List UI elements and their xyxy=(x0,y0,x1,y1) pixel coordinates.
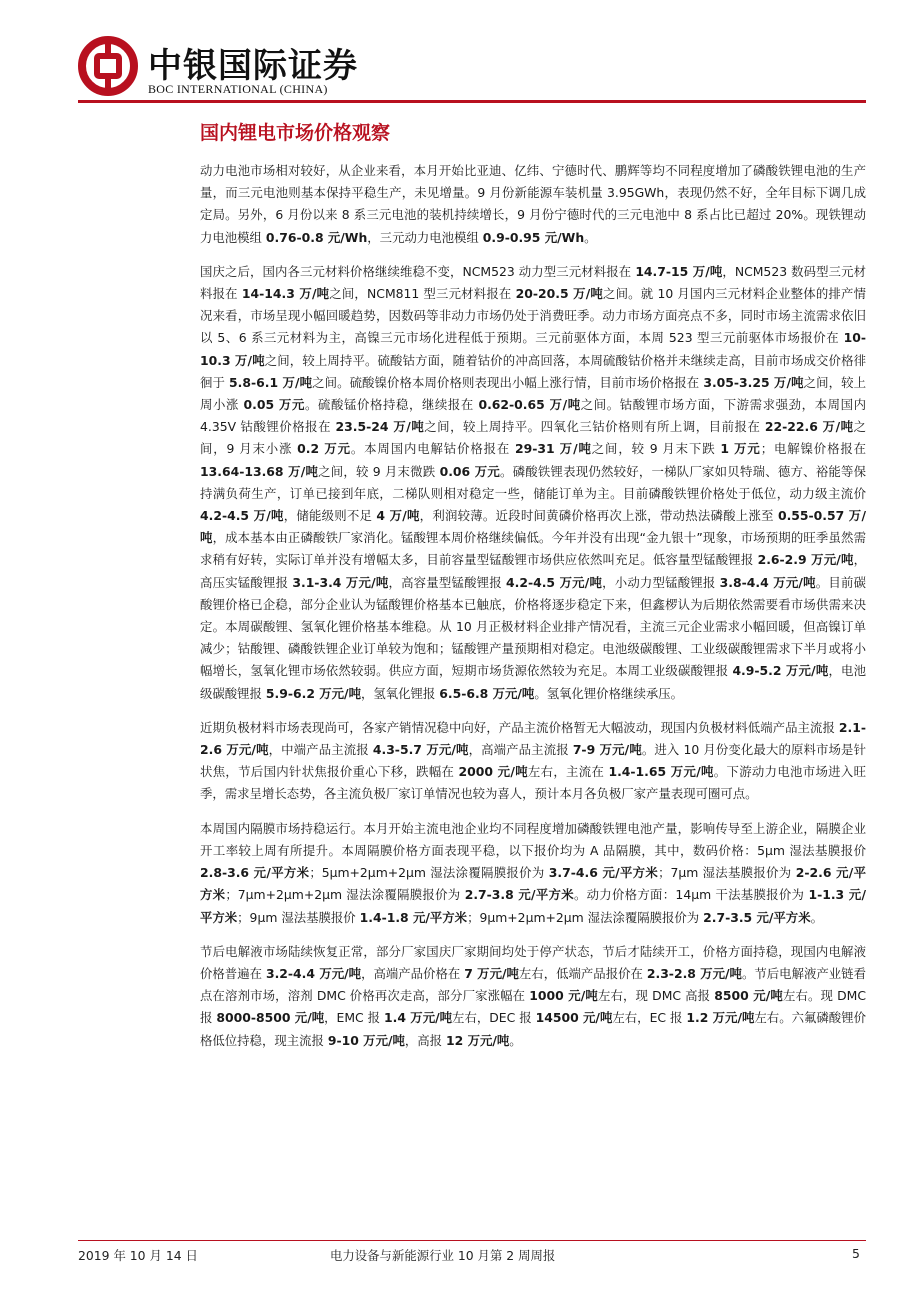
paragraph-text: 左右。现 DMC 报 xyxy=(200,988,867,1026)
price-figure: 2000 元/吨 xyxy=(458,764,528,780)
price-figure: 7 万元/吨 xyxy=(464,965,519,981)
footer-date: 2019 年 10 月 14 日 xyxy=(78,1248,198,1263)
price-figure: 0.05 万元 xyxy=(243,397,306,413)
paragraph-text: ；7μm+2μm+2μm 湿法涂覆隔膜报价为 xyxy=(225,887,465,903)
price-figure: 0.76-0.8 元/Wh xyxy=(265,229,368,245)
paragraph-text: ，电池级碳酸锂报 xyxy=(200,663,866,701)
price-figure: 4 万/吨 xyxy=(376,508,420,524)
price-figure: 1-1.3 元/平方米 xyxy=(200,887,866,925)
price-figure: 8500 元/吨 xyxy=(714,988,783,1004)
price-figure: 22-22.6 万/吨 xyxy=(764,419,854,435)
paragraph-text: 之间，较上周小涨 xyxy=(200,374,866,413)
price-figure: 2.7-3.8 元/平方米 xyxy=(464,887,574,903)
price-figure: 2.1-2.6 万元/吨 xyxy=(200,719,866,758)
price-figure: 0.2 万元 xyxy=(297,441,351,457)
paragraph-text: ，EMC 报 xyxy=(324,1010,385,1026)
price-figure: 14-14.3 万/吨 xyxy=(241,286,330,302)
paragraph-text: ；9μm 湿法基膜报价 xyxy=(237,909,360,925)
price-figure: 20-20.5 万/吨 xyxy=(515,286,604,302)
price-figure: 2.6-2.9 万元/吨 xyxy=(757,552,854,568)
price-figure: 1 万元 xyxy=(720,441,761,457)
paragraph-text: 左右，现 DMC 高报 xyxy=(597,988,715,1004)
price-figure: 14.7-15 万/吨 xyxy=(635,263,723,279)
footer-divider xyxy=(78,1240,866,1241)
price-figure: 9-10 万元/吨 xyxy=(327,1032,405,1048)
paragraph-text: 本周国内隔膜市场持稳运行。本月开始主流电池企业均不同程度增加磷酸铁锂电池产量，影响传导至上游企业，隔膜企业开工率较上周有所提升。本周隔膜价格方面表现平稳，以下报价均为 A 品隔膜，其中，数码价格：5μm 湿法基膜报价 xyxy=(200,820,866,858)
price-figure: 4.9-5.2 万元/吨 xyxy=(732,663,829,679)
price-figure: 0.06 万元 xyxy=(439,463,500,479)
paragraph-text: 动力电池市场相对较好，从企业来看，本月开始比亚迪、亿纬、宁德时代、鹏辉等均不同程度增加了磷酸铁锂电池的生产量，而三元电池则基本保持平稳生产，未见增量。9 月份新能源车装机量 3.95GWh，表现仍然不好，全年目标下调几成定局。另外，6 月份以来 8 系三元电池的装机持续增长，9 月份宁德时代的三元电池中 8 系占比已超过 20%。现铁锂动力电池模组 xyxy=(200,163,866,245)
paragraph-text: 之间，较 9 月末微跌 xyxy=(318,463,440,479)
paragraph-text: ，高端产品价格在 xyxy=(361,965,465,981)
price-figure: 3.7-4.6 元/平方米 xyxy=(548,865,659,881)
price-figure: 29-31 万/吨 xyxy=(514,441,592,457)
price-figure: 4.2-4.5 万/吨 xyxy=(200,508,284,524)
paragraph-text: 。本周国内电解钴价格报在 xyxy=(350,441,515,457)
price-figure: 1.4-1.8 元/平方米 xyxy=(359,909,468,925)
report-header xyxy=(78,34,866,102)
paragraph-text: ，高压实锰酸锂报 xyxy=(200,552,866,590)
paragraph-text: 。进入 10 月份变化最大的原料市场是针状焦，节后国内针状焦报价重心下移，跌幅在 xyxy=(200,742,866,780)
paragraph-text: ，NCM523 数码型三元材料报在 xyxy=(200,263,867,302)
paragraph-text: 左右，主流在 xyxy=(527,764,609,780)
section-title: 国内锂电市场价格观察 xyxy=(200,122,391,144)
price-figure: 2-2.6 元/平方米 xyxy=(200,865,866,903)
price-figure: 4.2-4.5 万元/吨 xyxy=(506,574,603,590)
paragraph-text: 节后电解液市场陆续恢复正常，部分厂家国庆厂家期间均处于停产状态，节后才陆续开工，价格方面持稳，现国内电解液价格普遍在 xyxy=(200,943,866,981)
price-figure: 1000 元/吨 xyxy=(529,988,598,1004)
page-number: 5 xyxy=(852,1246,860,1261)
paragraph-text: 之间。钴酸锂市场方面，下游需求强劲，本周国内 4.35V 钴酸锂价格报在 xyxy=(200,397,867,435)
paragraph-text: ；电解镍价格报在 xyxy=(760,441,867,457)
paragraph-text: 。硫酸锰价格持稳，继续报在 xyxy=(305,397,479,413)
price-figure: 23.5-24 万/吨 xyxy=(335,419,425,435)
price-figure: 4.3-5.7 万元/吨 xyxy=(372,742,469,758)
paragraph-text: ，高端产品主流报 xyxy=(468,742,573,758)
paragraph-text: 。磷酸铁锂表现仍然较好，一梯队厂家如贝特瑞、德方、裕能等保持满负荷生产，订单已接到年底，二梯队则相对稳定一些，储能订单为主。目前磷酸铁锂价格处于低位，动力级主流价 xyxy=(200,463,867,501)
paragraph-text: 。氢氧化锂价格继续承压。 xyxy=(534,685,684,701)
paragraph-text: 国庆之后，国内各三元材料价格继续维稳不变，NCM523 动力型三元材料报在 xyxy=(200,263,636,279)
price-figure: 2.8-3.6 元/平方米 xyxy=(200,865,310,881)
paragraph-text: ，利润较薄。近段时间黄磷价格再次上涨，带动热法磷酸上涨至 xyxy=(419,508,778,524)
paragraph-text: 之间。就 10 月国内三元材料企业整体的排产情况来看，市场呈现小幅回暖趋势，因数码等非动力市场仍处于消费旺季。动力市场方面亮点不多，同时市场主流需求依旧以 5、6 系三元材料为主，高镍三元市场化进程低于预期。三元前驱体方面，本周 523 型三元前驱体市场报价在 xyxy=(200,286,866,346)
price-figure: 12 万元/吨 xyxy=(446,1032,510,1048)
price-figure: 6.5-6.8 万元/吨 xyxy=(439,685,535,701)
footer-report-name: 电力设备与新能源行业 10 月第 2 周周报 xyxy=(330,1248,556,1263)
paragraph-text: 。目前碳酸锂价格已企稳，部分企业认为锰酸锂价格基本已触底，价格将逐步稳定下来，但鑫椤认为后期依然需要看市场供需来决定。本周碳酸锂、氢氧化锂价格基本维稳。从 10 月正极材料企业排产情况看，主流三元企业需求小幅回暖，但高镍订单减少；钴酸锂、磷酸铁锂企业订单较为饱和；锰酸锂产量预期相对稳定。电池级碳酸锂、工业级碳酸锂需求下半月或将小幅增长，氢氧化锂市场依然较弱。供应方面，短期市场货源依然较为充足。本周工业级碳酸锂报 xyxy=(200,574,866,679)
paragraph-text: ，三元动力电池模组 xyxy=(367,229,483,245)
paragraph-text: ，成本基本由正磷酸铁厂家消化。锰酸锂本周价格继续偏低。今年并没有出现“金九银十”现象，市场预期的旺季虽然需求稍有好转，实际订单并没有增幅太多，目前容量型锰酸锂市场供应依然叫充足。低容量型锰酸锂报 xyxy=(200,530,866,568)
paragraph-text: 。节后电解液产业链看点在溶剂市场，溶剂 DMC 价格再次走高，部分厂家涨幅在 xyxy=(200,965,866,1004)
price-figure: 0.55-0.57 万/吨 xyxy=(200,508,866,546)
paragraph-text: 近期负极材料市场表现尚可，各家产销情况稳中向好，产品主流价格暂无大幅波动，现国内负极材料低端产品主流报 xyxy=(200,719,839,735)
price-figure: 7-9 万元/吨 xyxy=(572,742,642,758)
price-figure: 13.64-13.68 万/吨 xyxy=(200,463,319,479)
paragraph-text: 。动力价格方面：14μm 干法基膜报价为 xyxy=(573,887,809,903)
price-figure: 1.2 万元/吨 xyxy=(686,1010,755,1026)
paragraph-text: 之间。硫酸镍价格本周价格则表现出小幅上涨行情，目前市场价格报在 xyxy=(312,374,704,390)
paragraph xyxy=(200,717,866,806)
paragraph-text: 左右。六氟磷酸锂价格低位持稳，现主流报 xyxy=(200,1010,866,1048)
boc-logo-icon xyxy=(78,36,138,96)
price-figure: 5.8-6.1 万/吨 xyxy=(229,374,313,390)
price-figure: 10-10.3 万/吨 xyxy=(200,330,866,368)
paragraph-text: 之间，NCM811 型三元材料报在 xyxy=(329,286,516,302)
paragraph-text: 之间，9 月末小涨 xyxy=(200,419,866,457)
paragraph-text: 。 xyxy=(509,1032,522,1048)
paragraph-text: 左右，DEC 报 xyxy=(452,1010,536,1026)
price-figure: 0.9-0.95 元/Wh xyxy=(482,229,585,245)
paragraph-text: ，储能级则不足 xyxy=(283,508,377,524)
paragraph-text: ，氢氧化锂报 xyxy=(360,685,440,701)
paragraph xyxy=(200,261,866,705)
price-figure: 1.4 万元/吨 xyxy=(384,1010,453,1026)
paragraph xyxy=(200,160,866,249)
paragraph-text: 之间，较上周持平。四氧化三钴价格则有所上调，目前报在 xyxy=(424,419,765,435)
paragraph-text: ，高报 xyxy=(404,1032,447,1048)
price-figure: 2.7-3.5 元/平方米 xyxy=(703,909,811,925)
header-divider xyxy=(78,100,866,103)
price-figure: 3.05-3.25 万/吨 xyxy=(703,374,804,390)
paragraph-text: ；5μm+2μm+2μm 湿法涂覆隔膜报价为 xyxy=(309,865,549,881)
brand-name-en: BOC INTERNATIONAL (CHINA) xyxy=(148,82,328,96)
price-figure: 8000-8500 元/吨 xyxy=(216,1010,325,1026)
price-figure: 5.9-6.2 万元/吨 xyxy=(265,685,361,701)
paragraph-text: 左右，EC 报 xyxy=(612,1010,687,1026)
paragraph-text: 。 xyxy=(584,229,597,245)
brand-name-cn: 中银国际证券 xyxy=(148,46,358,86)
price-figure: 14500 元/吨 xyxy=(535,1010,613,1026)
paragraph-text: ，中端产品主流报 xyxy=(268,742,373,758)
paragraph-text: 。 xyxy=(810,909,823,925)
paragraph xyxy=(200,941,866,1052)
paragraph xyxy=(200,818,866,929)
price-figure: 2.3-2.8 万元/吨 xyxy=(646,965,742,981)
price-figure: 3.8-4.4 万元/吨 xyxy=(719,574,816,590)
price-figure: 1.4-1.65 万元/吨 xyxy=(608,764,714,780)
price-figure: 3.1-3.4 万元/吨 xyxy=(292,574,389,590)
paragraph-text: 之间，较上周持平。硫酸钴方面，随着钴价的冲高回落，本周硫酸钴价格并未继续走高，目前市场成交价格徘徊于 xyxy=(200,352,866,390)
paragraph-text: ，高容量型锰酸锂报 xyxy=(388,574,507,590)
paragraph-text: 左右，低端产品报价在 xyxy=(518,965,647,981)
paragraph-text: 之间，较 9 月末下跌 xyxy=(591,441,721,457)
price-figure: 0.62-0.65 万/吨 xyxy=(478,397,581,413)
body-text xyxy=(200,160,866,1064)
paragraph-text: 。下游动力电池市场进入旺季，需求呈增长态势，各主流负极厂家订单情况也较为喜人，预计本月各负极厂家产量表现可圈可点。 xyxy=(200,764,866,802)
price-figure: 3.2-4.4 万元/吨 xyxy=(265,965,362,981)
paragraph-text: ；7μm 湿法基膜报价为 xyxy=(658,865,796,881)
paragraph-text: ；9μm+2μm+2μm 湿法涂覆隔膜报价为 xyxy=(467,909,704,925)
paragraph-text: ，小动力型锰酸锂报 xyxy=(602,574,720,590)
